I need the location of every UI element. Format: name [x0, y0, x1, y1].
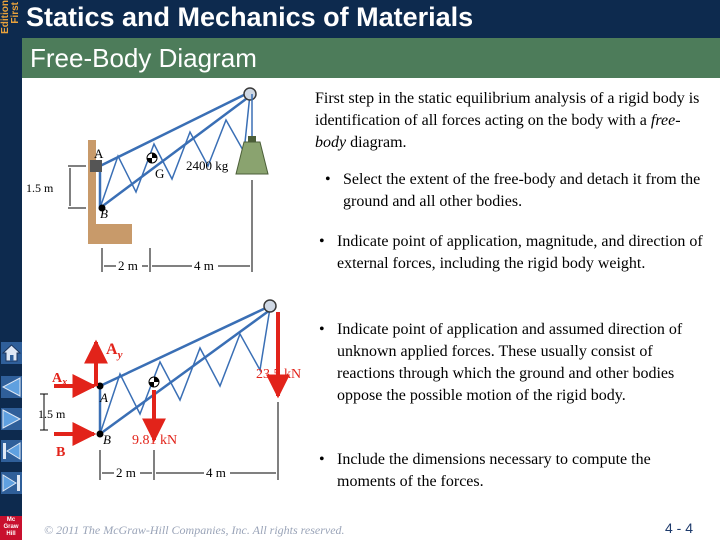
- slide-content: [315, 88, 705, 490]
- home-icon[interactable]: [1, 342, 22, 364]
- list-item: [315, 231, 707, 275]
- bullet-dot: •: [319, 321, 325, 338]
- label-point-b: B: [100, 206, 108, 221]
- fbd-pulley: [264, 300, 276, 312]
- forward-icon[interactable]: [1, 408, 22, 430]
- list-item: [315, 319, 707, 407]
- weight-label: 9.81 kN: [132, 433, 178, 448]
- load-hook: [248, 136, 256, 142]
- edition-word-first: First: [10, 2, 21, 24]
- edition-word-edition: Edition: [0, 0, 11, 34]
- copyright-footer: © 2011 The McGraw-Hill Companies, Inc. All rights reserved.: [44, 523, 345, 537]
- logo-line-1: Mc: [6, 517, 16, 523]
- intro-text-after: diagram.: [346, 134, 407, 151]
- height-dimension-line: [68, 166, 86, 208]
- intro-paragraph: [315, 88, 705, 154]
- bullet-dot: •: [319, 451, 325, 468]
- dim-right: 4 m: [194, 258, 214, 273]
- title-bar: [22, 0, 720, 38]
- page-title: Statics and Mechanics of Materials: [26, 2, 474, 32]
- bullet-text: Indicate point of application and assumed direction of unknown applied forces. These usually consist of reactions through which the ground and other bodies oppose the possible motion of the rigid body.: [337, 321, 683, 404]
- subtitle-bar: [22, 38, 720, 78]
- fbd-dim-left: 2 m: [116, 465, 136, 480]
- free-body-diagram-figure: [24, 290, 314, 500]
- list-item: [315, 449, 707, 493]
- edition-label: [0, 0, 22, 42]
- skip-forward-icon[interactable]: [1, 472, 22, 494]
- bullet-text: Indicate point of application, magnitude, and direction of external forces, including the rigid body weight.: [337, 233, 703, 272]
- slide-subtitle: Free-Body Diagram: [30, 43, 257, 73]
- pin-support-a: [90, 160, 102, 172]
- rewind-icon[interactable]: [1, 376, 22, 398]
- logo-line-2: Graw: [3, 524, 19, 530]
- mcgraw-hill-logo: [0, 516, 22, 540]
- label-force-ay: $A_y$: [106, 341, 123, 361]
- bullet-dot: •: [325, 171, 331, 188]
- dim-left: 2 m: [118, 258, 138, 273]
- bullet-dot: •: [319, 233, 325, 250]
- page-number: 4 - 4: [665, 520, 694, 536]
- mass-label: 2400 kg: [186, 158, 229, 173]
- pulley: [244, 88, 256, 100]
- logo-line-3: Hill: [6, 531, 16, 537]
- fbd-dim-height: 1.5 m: [38, 407, 66, 421]
- fbd-dim-right: 4 m: [206, 465, 226, 480]
- label-force-b: B: [56, 445, 66, 460]
- dim-height: 1.5 m: [26, 181, 54, 195]
- bullet-text: Include the dimensions necessary to compute the moments of the forces.: [337, 451, 651, 490]
- fbd-label-point-b: B: [103, 432, 111, 447]
- load-label: 23.5 kN: [256, 367, 302, 382]
- label-point-g: G: [155, 166, 165, 181]
- fbd-center-of-gravity-marker: [149, 377, 159, 387]
- ground-block: [88, 224, 132, 244]
- label-point-a: A: [94, 146, 104, 161]
- bullet-text: Select the extent of the free-body and detach it from the ground and all other bodies.: [343, 171, 701, 210]
- crane-figure: [24, 80, 309, 290]
- fbd-boom: [100, 306, 270, 434]
- intro-text-emphasis: free-body: [315, 112, 681, 151]
- skip-back-icon[interactable]: [1, 440, 22, 462]
- fbd-label-point-a: A: [100, 390, 108, 405]
- crane-boom: [100, 92, 250, 208]
- intro-text-before: First step in the static equilibrium analysis of a rigid body is identification of all forces acting on the body with a: [315, 90, 700, 129]
- center-of-gravity-marker: [147, 153, 157, 163]
- label-force-ax: $A_x$: [52, 371, 68, 388]
- list-item: [321, 169, 703, 213]
